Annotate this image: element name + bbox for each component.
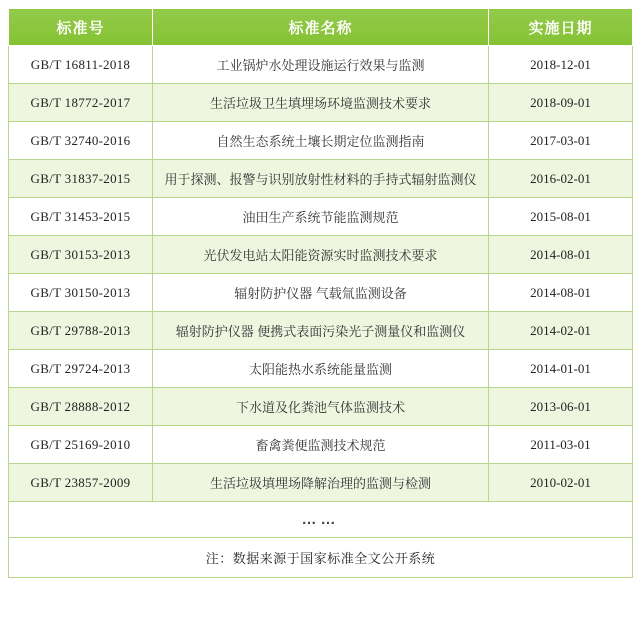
cell-implementation-date: 2014-08-01 (489, 274, 633, 312)
column-header-code: 标准号 (9, 9, 153, 46)
column-header-name: 标准名称 (153, 9, 489, 46)
cell-standard-code: GB/T 30150-2013 (9, 274, 153, 312)
cell-implementation-date: 2014-01-01 (489, 350, 633, 388)
cell-implementation-date: 2018-09-01 (489, 84, 633, 122)
cell-standard-name: 下水道及化粪池气体监测技术 (153, 388, 489, 426)
cell-implementation-date: 2014-02-01 (489, 312, 633, 350)
table-row-ellipsis (9, 502, 633, 538)
table-row (9, 274, 633, 312)
cell-standard-name: 用于探测、报警与识别放射性材料的手持式辐射监测仪 (153, 160, 489, 198)
table-row (9, 236, 633, 274)
table-row (9, 350, 633, 388)
table-row (9, 84, 633, 122)
table-row (9, 46, 633, 84)
table-row (9, 426, 633, 464)
cell-standard-name: 辐射防护仪器 便携式表面污染光子测量仪和监测仪 (153, 312, 489, 350)
cell-implementation-date: 2016-02-01 (489, 160, 633, 198)
cell-standard-code: GB/T 32740-2016 (9, 122, 153, 160)
cell-standard-name: 辐射防护仪器 气载氚监测设备 (153, 274, 489, 312)
table-row-note (9, 538, 633, 578)
cell-implementation-date: 2015-08-01 (489, 198, 633, 236)
cell-standard-code: GB/T 18772-2017 (9, 84, 153, 122)
table-row (9, 312, 633, 350)
cell-standard-code: GB/T 16811-2018 (9, 46, 153, 84)
source-note: 注：数据来源于国家标准全文公开系统 (9, 538, 633, 578)
cell-standard-code: GB/T 29724-2013 (9, 350, 153, 388)
cell-implementation-date: 2010-02-01 (489, 464, 633, 502)
cell-standard-name: 油田生产系统节能监测规范 (153, 198, 489, 236)
table-row (9, 160, 633, 198)
cell-standard-name: 太阳能热水系统能量监测 (153, 350, 489, 388)
cell-standard-name: 生活垃圾卫生填埋场环境监测技术要求 (153, 84, 489, 122)
cell-standard-name: 畜禽粪便监测技术规范 (153, 426, 489, 464)
cell-implementation-date: 2018-12-01 (489, 46, 633, 84)
header-row (9, 9, 633, 46)
standards-table (8, 8, 633, 578)
table-row (9, 122, 633, 160)
cell-standard-name: 工业锅炉水处理设施运行效果与监测 (153, 46, 489, 84)
cell-standard-name: 生活垃圾填埋场降解治理的监测与检测 (153, 464, 489, 502)
cell-standard-code: GB/T 28888-2012 (9, 388, 153, 426)
column-header-date: 实施日期 (489, 9, 633, 46)
table-header (9, 9, 633, 46)
table-row (9, 388, 633, 426)
table-row (9, 198, 633, 236)
cell-standard-code: GB/T 29788-2013 (9, 312, 153, 350)
table-body (9, 46, 633, 578)
cell-standard-code: GB/T 31837-2015 (9, 160, 153, 198)
cell-standard-code: GB/T 30153-2013 (9, 236, 153, 274)
cell-standard-code: GB/T 25169-2010 (9, 426, 153, 464)
cell-implementation-date: 2014-08-01 (489, 236, 633, 274)
cell-standard-code: GB/T 31453-2015 (9, 198, 153, 236)
table-row (9, 464, 633, 502)
cell-standard-name: 光伏发电站太阳能资源实时监测技术要求 (153, 236, 489, 274)
cell-standard-name: 自然生态系统土壤长期定位监测指南 (153, 122, 489, 160)
cell-implementation-date: 2011-03-01 (489, 426, 633, 464)
cell-implementation-date: 2017-03-01 (489, 122, 633, 160)
cell-implementation-date: 2013-06-01 (489, 388, 633, 426)
cell-standard-code: GB/T 23857-2009 (9, 464, 153, 502)
ellipsis-indicator: …… (9, 502, 633, 538)
